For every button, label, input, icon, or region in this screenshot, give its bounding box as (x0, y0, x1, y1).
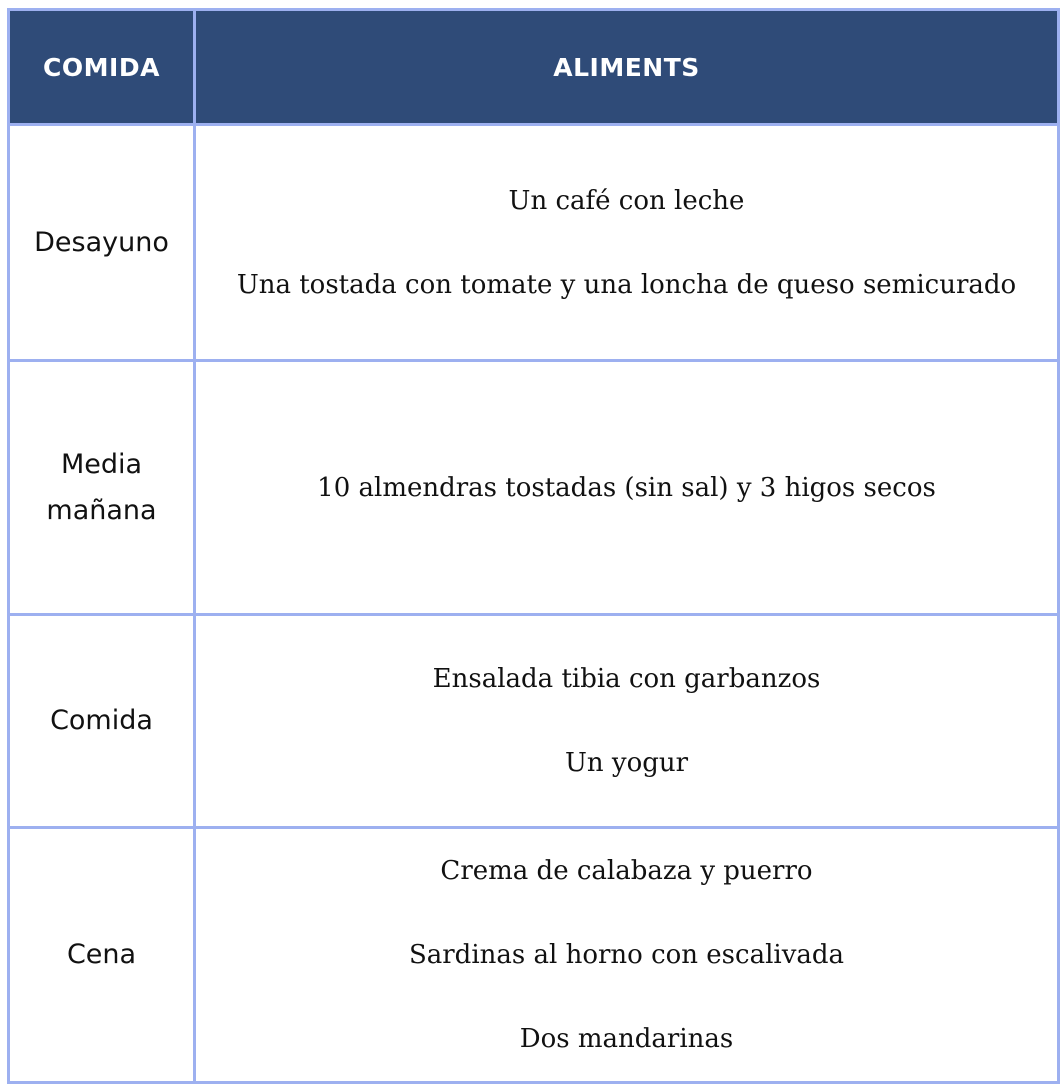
meal-plan-table (7, 8, 1060, 1084)
table-row-cena (9, 828, 1059, 1083)
food-list (196, 446, 1057, 530)
table-row-media-manana (9, 361, 1059, 615)
meal-name: Comida (50, 705, 153, 736)
food-item: Ensalada tibia con garbanzos (432, 664, 821, 694)
meal-cell (9, 828, 195, 1083)
food-item: Dos mandarinas (519, 1024, 734, 1054)
food-item: Una tostada con tomate y una loncha de queso semicurado (236, 269, 1017, 300)
food-item: Crema de calabaza y puerro (440, 856, 813, 886)
table-row-desayuno (9, 125, 1059, 361)
food-item: Un café con leche (508, 185, 745, 216)
meal-name: Media mañana (46, 448, 157, 526)
foods-cell (195, 361, 1059, 615)
meal-cell (9, 361, 195, 615)
food-item: 10 almendras tostadas (sin sal) y 3 higos secos (317, 472, 936, 503)
foods-cell (195, 125, 1059, 361)
food-list (196, 159, 1057, 327)
header-foods: ALIMENTS (195, 10, 1059, 125)
table-row-comida (9, 615, 1059, 828)
food-item: Un yogur (564, 748, 689, 778)
foods-cell (195, 615, 1059, 828)
meal-cell (9, 615, 195, 828)
header-meal: COMIDA (9, 10, 195, 125)
food-item: Sardinas al horno con escalivada (408, 940, 845, 970)
table-header-row (9, 10, 1059, 125)
food-list (196, 637, 1057, 805)
meal-cell (9, 125, 195, 361)
food-list (196, 829, 1057, 1081)
meal-name: Cena (66, 939, 137, 970)
foods-cell (195, 828, 1059, 1083)
meal-name: Desayuno (34, 226, 169, 258)
